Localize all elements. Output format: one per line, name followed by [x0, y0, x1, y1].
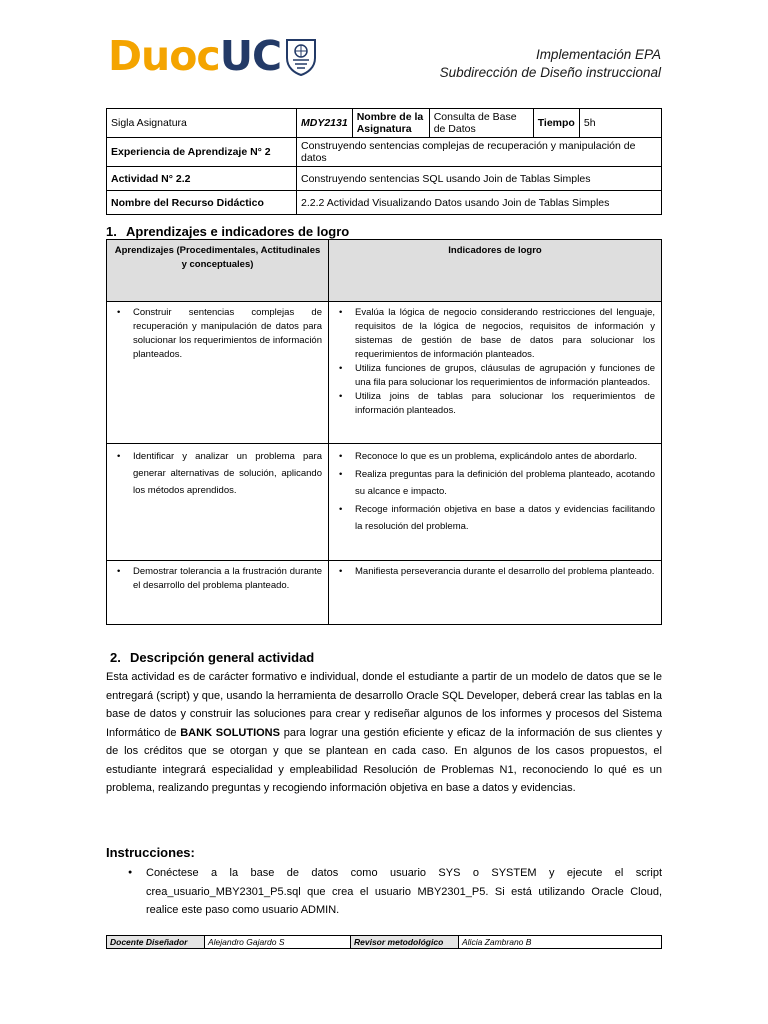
revisor-value: Alicia Zambrano B	[459, 936, 662, 949]
list-item: • Construir sentencias complejas de recuperación y manipulación de datos para solucionar los requerimientos de información planteados.	[113, 306, 322, 362]
experiencia-value: Construyendo sentencias complejas de recuperación y manipulación de datos	[297, 138, 662, 167]
table-header-row	[107, 240, 662, 302]
sigla-label: Sigla Asignatura	[107, 109, 297, 138]
table-row	[107, 936, 662, 949]
list-item: • Identificar y analizar un problema para generar alternativas de solución, aplicando los métodos aprendidos.	[113, 448, 322, 499]
header-line-1: Implementación EPA	[535, 47, 661, 62]
docente-label: Docente Diseñador	[107, 936, 205, 949]
table-row	[107, 561, 662, 625]
list-item: • Demostrar tolerancia a la frustración durante el desarrollo del problema planteado.	[113, 565, 322, 593]
duoc-uc-logo	[108, 32, 317, 80]
page-header	[0, 0, 768, 100]
list-item: • Utiliza funciones de grupos, cláusulas de agrupación y funciones de una fila para solucionar los requerimientos de información planteados.	[335, 362, 655, 390]
docente-value: Alejandro Gajardo S	[205, 936, 351, 949]
revisor-label: Revisor metodológico	[351, 936, 459, 949]
indicadores-cell	[329, 444, 662, 561]
learning-outcomes-table	[106, 239, 662, 625]
section-1-title-text: Aprendizajes e indicadores de logro	[126, 224, 350, 239]
logo-duoc-text: Duoc	[108, 32, 220, 80]
list-item: • Evalúa la lógica de negocio considerando restricciones del lenguaje, requisitos de la lógica de negocios, requisitos de información y sistemas de gestión de base de datos para solucionar los requerimientos de información planteados.	[335, 306, 655, 362]
nombre-value: Consulta de Base de Datos	[429, 109, 533, 138]
indicadores-cell	[329, 561, 662, 625]
header-subtitle	[440, 46, 661, 82]
table-row	[107, 444, 662, 561]
col-header-aprendizajes: Aprendizajes (Procedimentales, Actitudinales y conceptuales)	[107, 240, 329, 302]
list-item: • Manifiesta perseverancia durante el desarrollo del problema planteado.	[335, 565, 655, 579]
nombre-label: Nombre de la Asignatura	[352, 109, 429, 138]
tiempo-value: 5h	[579, 109, 661, 138]
aprendizaje-cell	[107, 302, 329, 444]
recurso-label: Nombre del Recurso Didáctico	[107, 191, 297, 215]
list-item: • Recoge información objetiva en base a datos y evidencias facilitando la resolución del problema.	[335, 501, 655, 535]
activity-description	[106, 668, 662, 798]
table-row	[107, 109, 662, 138]
experiencia-label: Experiencia de Aprendizaje N° 2	[107, 138, 297, 167]
desc-part-1: Esta actividad es de carácter formativo e individual, donde el estudiante a partir de un modelo de datos que se le entregará (script) y que, usando la herramienta de desarrollo Oracle SQL Developer, deberá crear las tablas en la base de datos y construir las soluciones para crear y rediseñar algunos de los informes y procesos del Sistema Informático de	[106, 671, 662, 739]
col-header-indicadores: Indicadores de logro	[329, 240, 662, 302]
list-item: • Realiza preguntas para la definición del problema planteado, acotando su alcance e impacto.	[335, 466, 655, 500]
actividad-label: Actividad N° 2.2	[107, 167, 297, 191]
desc-part-2: para lograr una gestión eficiente y eficaz de la información de sus clientes y de los créditos que se otorgan y que se plantean en cada caso. En algunos de los casos propuestos, el estudiante integrará especialidad y empleabilidad Resolución de Problemas N1, reconociendo lo qué es un problema, realizando preguntas y recogiendo información objetiva en base a datos y evidencias.	[106, 726, 662, 794]
footer-credits-table	[106, 935, 662, 949]
course-info-table	[106, 108, 662, 215]
section-2-number: 2.	[110, 650, 121, 665]
aprendizaje-cell	[107, 444, 329, 561]
bank-solutions-text: BANK SOLUTIONS	[180, 726, 280, 739]
list-item: ● Conéctese a la base de datos como usuario SYS o SYSTEM y ejecute el script crea_usuario_MBY2301_P5.sql que crea el usuario MBY2301_P5. Si está utilizando Oracle Cloud, realice este paso como usuario ADMIN.	[106, 864, 662, 920]
recurso-value: 2.2.2 Actividad Visualizando Datos usando Join de Tablas Simples	[297, 191, 662, 215]
section-2-title	[110, 650, 314, 665]
aprendizaje-cell	[107, 561, 329, 625]
instructions-title: Instrucciones:	[106, 845, 195, 860]
list-item: • Reconoce lo que es un problema, explicándolo antes de abordarlo.	[335, 448, 655, 465]
university-seal-icon	[285, 36, 317, 76]
actividad-value: Construyendo sentencias SQL usando Join de Tablas Simples	[297, 167, 662, 191]
tiempo-label: Tiempo	[533, 109, 579, 138]
table-row	[107, 302, 662, 444]
table-row	[107, 167, 662, 191]
indicadores-cell	[329, 302, 662, 444]
instructions-list	[106, 864, 662, 920]
header-line-2: Subdirección de Diseño instruccional	[439, 65, 661, 80]
section-1-title	[106, 224, 349, 239]
list-item: • Utiliza joins de tablas para solucionar los requerimientos de información planteados.	[335, 390, 655, 418]
section-1-number: 1.	[106, 224, 117, 239]
sigla-value: MDY2131	[297, 109, 353, 138]
logo-uc-text: UC	[219, 32, 282, 80]
section-2-title-text: Descripción general actividad	[130, 650, 315, 665]
table-row	[107, 191, 662, 215]
table-row	[107, 138, 662, 167]
